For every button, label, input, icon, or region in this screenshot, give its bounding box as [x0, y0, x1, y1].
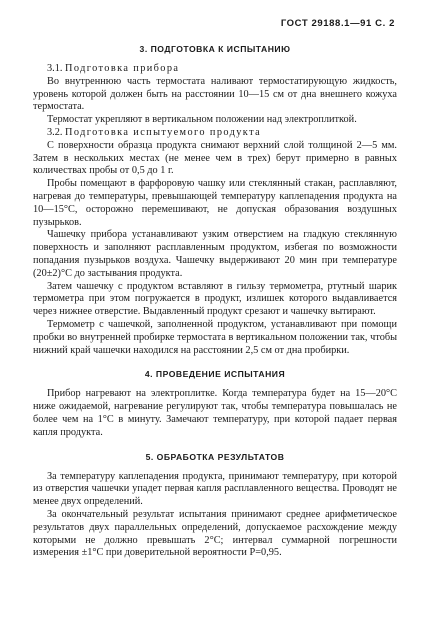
paragraph: Во внутреннюю часть термостата наливают термостатирующую жидкость, уровень которой должен быть на расстоянии 10—15 см от дна внешнего кожуха термостата.: [33, 75, 397, 113]
subsection-3-1-title: Подготовка прибора: [65, 63, 180, 74]
paragraph: Термометр с чашечкой, заполненной продуктом, устанавливают при помощи пробки во внутренней пробирке термостата в вертикальном положении так, чтобы нижний край чашечки находился на расстоянии 2,5 см от дна пробирки.: [33, 318, 397, 356]
section-3-title: 3. ПОДГОТОВКА К ИСПЫТАНИЮ: [139, 44, 291, 54]
paragraph: Чашечку прибора устанавливают узким отверстием на гладкую стеклянную поверхность и заполняют расплавленным продуктом, избегая по возможности попадания пузырьков воздуха. Чашечку выдерживают 20 мин при температуре (20±2)°С до застывания продукта.: [33, 229, 397, 279]
paragraph: Термостат укрепляют в вертикальном положении над электроплиткой.: [47, 114, 357, 126]
section-4-title: 4. ПРОВЕДЕНИЕ ИСПЫТАНИЯ: [144, 369, 286, 380]
paragraph: Затем чашечку с продуктом вставляют в гильзу термометра, ртутный шарик термометра при этом погружается в продукт, излишек которого выдавливается через нижнее отверстие. Выдавленный продукт срезают и чашечку вытирают.: [33, 280, 397, 318]
page-header: ГОСТ 29188.1—91 С. 2: [280, 18, 395, 29]
subsection-3-2: [33, 127, 397, 140]
paragraph: Прибор нагревают на электроплитке. Когда температура будет на 15—20°С ниже ожидаемой, нагревание регулируют так, чтобы температура повышалась не более чем на 1°С в минуту. Замечают температуру, при которой падает первая капля продукта.: [33, 388, 397, 438]
subsection-3-2-title: Подготовка испытуемого продукта: [65, 126, 262, 138]
subsection-3-2-number: 3.2.: [47, 126, 63, 138]
section-5-title: 5. ОБРАБОТКА РЕЗУЛЬТАТОВ: [145, 451, 285, 462]
subsection-3-1-number: 3.1.: [47, 63, 63, 74]
paragraph: Пробы помещают в фарфоровую чашку или стеклянный стакан, расплавляют, нагревая до температуры, превышающей температуру каплепадения продукта на 10—15°С, осторожно перемешивают, не допуская образования воздушных пузырьков.: [33, 178, 397, 228]
subsection-3-1: [33, 63, 397, 76]
paragraph: С поверхности образца продукта снимают верхний слой толщиной 2—5 мм. Затем в нескольких местах (не менее чем в трех) берут примерно в равных количествах пробы от 0,5 до 1 г.: [33, 139, 397, 177]
paragraph: За температуру каплепадения продукта, принимают температуру, при которой из отверстия чашечки упадет первая капля расплавленного вещества. Проводят не менее двух определений.: [33, 470, 397, 508]
paragraph: За окончательный результат испытания принимают среднее арифметическое результатов двух параллельных определений, допускаемое расхождение между которыми не должно превышать 2°С; интервал суммарной погрешности измерения ±1°С при доверительной вероятности P=0,95.: [33, 508, 397, 559]
